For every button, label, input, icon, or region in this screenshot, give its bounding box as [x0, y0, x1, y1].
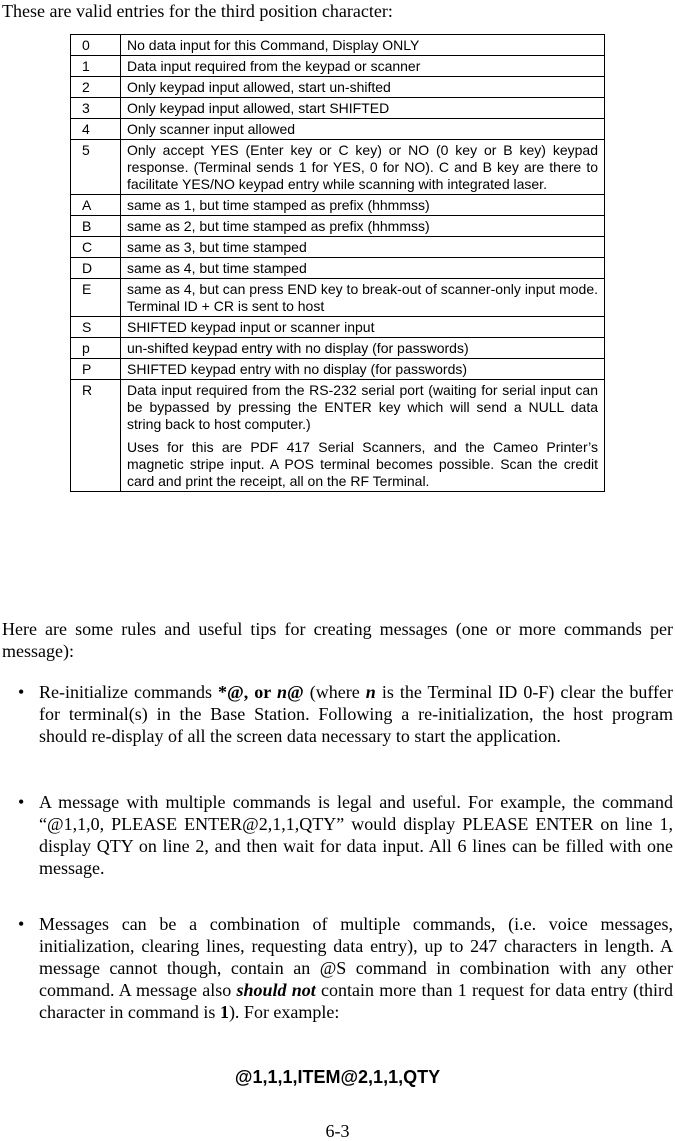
bullet-text: A message with multiple commands is legal and useful. For example, the command “@1,1,0, PLEASE ENTER@2,1,1,QTY” would display PLEASE ENTER on line 1, display QTY on line 2, and then wait for data input. All 6 lines can be filled with one message.: [39, 792, 673, 878]
entry-description: [121, 317, 605, 338]
entry-description: [121, 279, 605, 317]
entry-codes-body: [71, 35, 605, 492]
description-paragraph: Only scanner input allowed: [127, 121, 296, 137]
table-row: [71, 338, 605, 359]
entry-description: [121, 35, 605, 56]
table-row: [71, 279, 605, 317]
description-paragraph: Uses for this are PDF 417 Serial Scanners, and the Cameo Printer’s magnetic stripe input. A POS terminal becomes possible. Scan the credit card and print the receipt, all on the RF Terminal.: [127, 439, 598, 489]
rules-intro: Here are some rules and useful tips for creating messages (one or more commands per message):: [2, 619, 673, 661]
entry-code: D: [71, 258, 121, 279]
table-row: [71, 380, 605, 492]
table-row: [71, 140, 605, 195]
entry-code: B: [71, 216, 121, 237]
bullet-dot: •: [18, 914, 25, 934]
entry-description: [121, 216, 605, 237]
entry-description: [121, 195, 605, 216]
entry-code: P: [71, 359, 121, 380]
entry-description: [121, 359, 605, 380]
entry-description: [121, 98, 605, 119]
example-command: @1,1,1,ITEM@2,1,1,QTY: [234, 1067, 441, 1087]
entry-code: A: [71, 195, 121, 216]
entry-code: 1: [71, 56, 121, 77]
table-row: [71, 359, 605, 380]
entry-code: E: [71, 279, 121, 317]
bullet-text: Re-initialize commands *@, or n@ (where n is the Terminal ID 0-F) clear the buffer for terminal(s) in the Base Station. Following a re-initialization, the host program should re-display of all the screen data necessary to start the application.: [39, 682, 673, 746]
description-paragraph: Only accept YES (Enter key or C key) or NO (0 key or B key) keypad response. (Terminal sends 1 for YES, 0 for NO). C and B key are there to facilitate YES/NO keypad entry while scanning with integrated laser.: [127, 142, 598, 192]
description-paragraph: Only keypad input allowed, start un-shifted: [127, 79, 391, 95]
table-row: [71, 195, 605, 216]
entry-description: [121, 119, 605, 140]
description-paragraph: SHIFTED keypad entry with no display (for passwords): [127, 361, 468, 377]
bullet-text: Messages can be a combination of multiple commands, (i.e. voice messages, initialization, clearing lines, requesting data entry), up to 247 characters in length. A message cannot though, contain an @S command in combination with any other command. A message also should not contain more than 1 request for data entry (third character in command is 1). For example:: [39, 914, 673, 1022]
table-row: [71, 258, 605, 279]
entry-codes-table: [70, 34, 605, 492]
intro-text: These are valid entries for the third position character:: [2, 1, 393, 21]
entry-description: [121, 77, 605, 98]
table-row: [71, 98, 605, 119]
entry-code: 4: [71, 119, 121, 140]
table-row: [71, 56, 605, 77]
description-paragraph: Data input required from the keypad or scanner: [127, 58, 421, 74]
description-paragraph: same as 3, but time stamped: [127, 239, 307, 255]
bullet-multiple-commands: [18, 791, 673, 879]
description-paragraph: un-shifted keypad entry with no display (for passwords): [127, 340, 469, 356]
table-row: [71, 237, 605, 258]
entry-code: 2: [71, 77, 121, 98]
entry-description: [121, 338, 605, 359]
description-paragraph: Data input required from the RS-232 serial port (waiting for serial input can be bypassed by pressing the ENTER key which will send a NULL data string back to host computer.): [127, 382, 598, 432]
entry-description: [121, 237, 605, 258]
entry-code: R: [71, 380, 121, 492]
description-paragraph: same as 1, but time stamped as prefix (hhmmss): [127, 197, 430, 213]
entry-code: 5: [71, 140, 121, 195]
entry-code: p: [71, 338, 121, 359]
entry-description: [121, 56, 605, 77]
entry-description: [121, 140, 605, 195]
description-paragraph: same as 4, but can press END key to break-out of scanner-only input mode. Terminal ID + CR is sent to host: [127, 281, 598, 314]
page-number: 6-3: [325, 1121, 350, 1141]
description-paragraph: Only keypad input allowed, start SHIFTED: [127, 100, 390, 116]
description-paragraph: No data input for this Command, Display ONLY: [127, 37, 420, 53]
entry-code: 3: [71, 98, 121, 119]
table-row: [71, 35, 605, 56]
bullet-reinitialize: [18, 681, 673, 747]
description-paragraph: same as 4, but time stamped: [127, 260, 307, 276]
entry-code: C: [71, 237, 121, 258]
bullet-message-combination: [18, 913, 673, 1023]
bullet-dot: •: [18, 682, 25, 702]
table-row: [71, 216, 605, 237]
table-row: [71, 119, 605, 140]
entry-description: [121, 380, 605, 492]
table-row: [71, 77, 605, 98]
bullet-dot: •: [18, 792, 25, 812]
description-paragraph: SHIFTED keypad input or scanner input: [127, 319, 375, 335]
table-row: [71, 317, 605, 338]
entry-code: 0: [71, 35, 121, 56]
entry-code: S: [71, 317, 121, 338]
entry-description: [121, 258, 605, 279]
description-paragraph: same as 2, but time stamped as prefix (hhmmss): [127, 218, 430, 234]
